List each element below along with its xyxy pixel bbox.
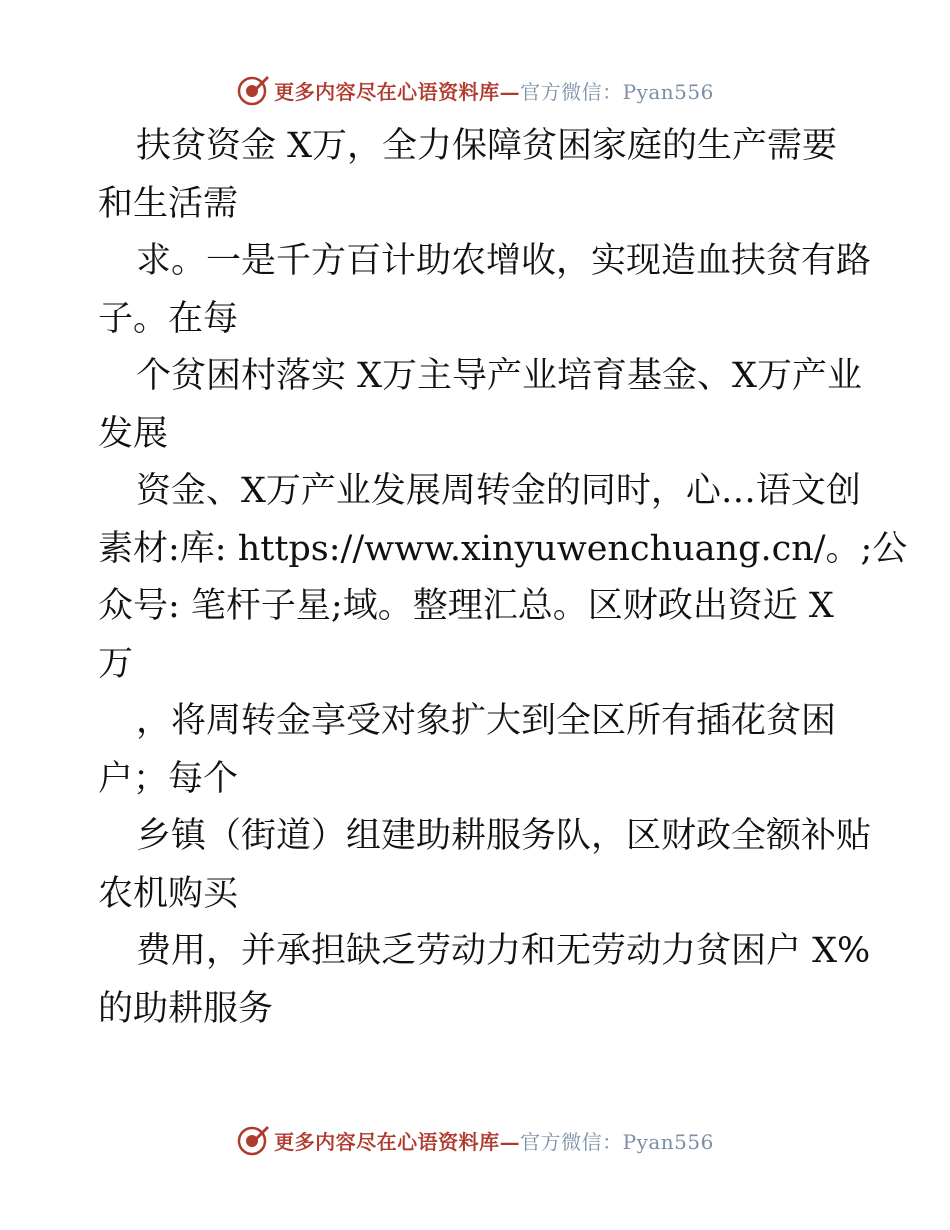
text-line: 素材:库: https://www.xinyuwenchuang.cn/。;公 xyxy=(98,528,908,569)
text-line: 求。一是千方百计助农增收，实现造血扶贫有路 xyxy=(136,241,872,281)
pen-logo-icon xyxy=(236,1123,270,1157)
text-line: 农机购买 xyxy=(98,873,239,914)
text-line: 个贫困村落实 X万主导产业培育基金、X万产业 xyxy=(136,356,862,396)
text-line: 的助耕服务 xyxy=(98,988,274,1029)
header-banner xyxy=(0,70,950,110)
footer-site-text: 更多内容尽在心语资料库— xyxy=(274,1129,521,1154)
pen-logo-icon xyxy=(236,73,270,107)
text-line: 乡镇（街道）组建助耕服务队，区财政全额补贴 xyxy=(136,816,872,856)
text-line: ，将周转金享受对象扩大到全区所有插花贫困 xyxy=(136,701,837,741)
text-line: 扶贫资金 X万，全力保障贫困家庭的生产需要 xyxy=(136,126,838,166)
text-line: 发展 xyxy=(98,413,169,454)
text-line: 户；每个 xyxy=(98,758,239,799)
document-body xyxy=(98,118,908,1038)
text-line: 众号: 笔杆子星;域。整理汇总。区财政出资近 X xyxy=(98,586,834,626)
text-line: 费用，并承担缺乏劳动力和无劳动力贫困户 X% xyxy=(136,931,871,971)
text-line: 子。在每 xyxy=(98,298,239,339)
header-site-text: 更多内容尽在心语资料库— xyxy=(274,79,521,104)
text-line: 资金、X万产业发展周转金的同时，心…语文创 xyxy=(136,471,861,511)
text-line: 和生活需 xyxy=(98,183,239,224)
footer-wechat-text: 官方微信：Pyan556 xyxy=(520,1129,714,1154)
header-wechat-text: 官方微信：Pyan556 xyxy=(520,79,714,104)
footer-banner xyxy=(0,1120,950,1160)
text-line: 万 xyxy=(98,643,134,684)
